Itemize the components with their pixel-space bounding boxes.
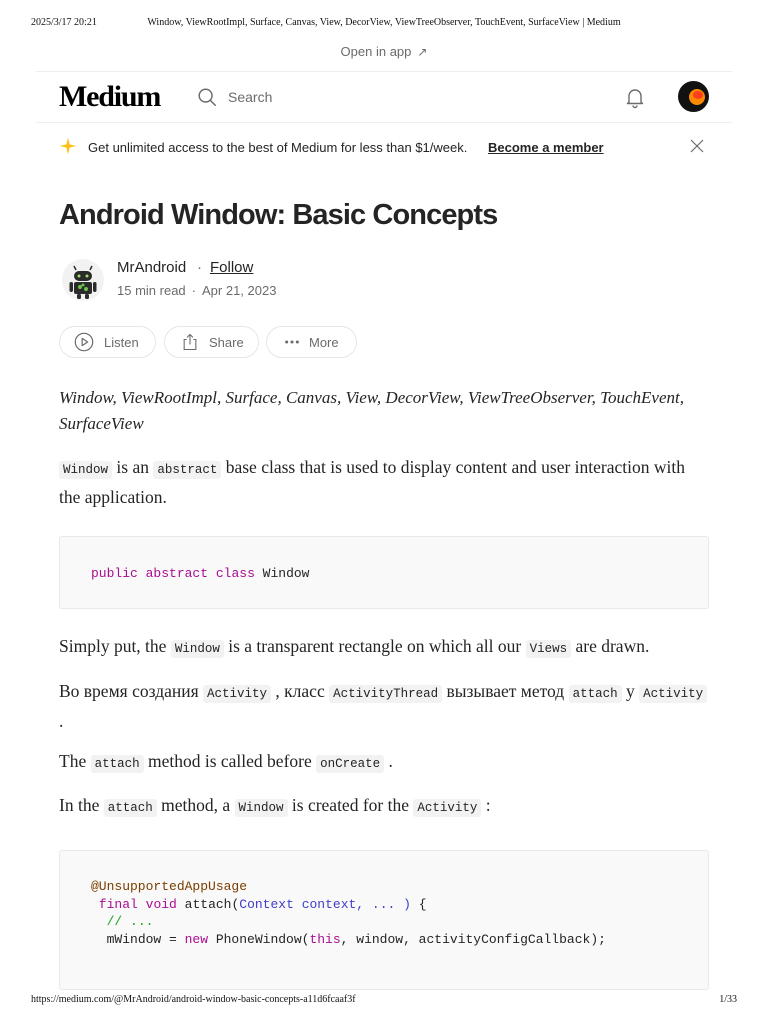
code-punct: { — [410, 896, 427, 912]
search-input[interactable] — [222, 84, 408, 110]
code-keyword: public — [91, 566, 138, 581]
play-icon — [73, 331, 95, 353]
inline-code: ActivityThread — [329, 685, 442, 703]
inline-code: Activity — [413, 799, 481, 817]
open-in-app-label: Open in app — [340, 44, 412, 59]
share-icon — [180, 331, 200, 353]
article-subtitle: Window, ViewRootImpl, Surface, Canvas, View, DecorView, ViewTreeObserver, TouchEvent, SurfaceView — [59, 388, 684, 433]
open-in-app-link[interactable] — [0, 44, 768, 59]
paragraph-text: is an — [112, 457, 154, 477]
medium-logo[interactable]: Medium — [59, 80, 161, 113]
print-url: https://medium.com/@MrAndroid/android-window-basic-concepts-a11d6fcaaf3f — [31, 994, 356, 1005]
paragraph-text: The — [59, 751, 91, 771]
header-divider-bottom — [36, 122, 732, 123]
paragraph-text: . — [384, 751, 393, 771]
paragraph-text: are drawn. — [571, 636, 650, 656]
paragraph-simply-put — [59, 633, 709, 663]
paragraph-text: method, a — [156, 795, 235, 815]
print-page-number: 1/33 — [719, 994, 737, 1005]
code-line — [91, 896, 708, 914]
code-line — [91, 878, 708, 896]
inline-code: Window — [171, 640, 224, 658]
inline-code: Window — [235, 799, 288, 817]
paragraph-text: In the — [59, 795, 104, 815]
code-params: Context context, ... ) — [239, 896, 411, 912]
paragraph-attach-method — [59, 792, 709, 822]
code-block-window-class — [59, 536, 709, 609]
print-date: 2025/3/17 20:21 — [31, 17, 97, 28]
inline-code: Activity — [639, 685, 707, 703]
article-title: Android Window: Basic Concepts — [59, 199, 498, 231]
inline-code: Views — [526, 640, 572, 658]
author-name[interactable]: MrAndroid — [117, 259, 187, 276]
user-avatar[interactable] — [678, 81, 709, 112]
more-label: More — [309, 334, 339, 350]
share-button[interactable] — [164, 326, 259, 358]
meta-separator: · — [191, 283, 196, 298]
code-identifier: PhoneWindow( — [208, 931, 310, 947]
author-separator: · — [197, 259, 202, 276]
paragraph-text: is a transparent rectangle on which all our — [223, 636, 526, 656]
close-icon[interactable] — [688, 137, 706, 155]
code-identifier: attach( — [176, 896, 240, 912]
header-divider-top — [36, 71, 732, 72]
inline-code: attach — [91, 755, 144, 773]
code-block-attach — [59, 850, 709, 990]
paragraph-text: , класс — [271, 681, 330, 701]
code-keyword: void — [145, 896, 177, 912]
more-dots-icon — [284, 334, 300, 350]
code-line — [91, 931, 708, 949]
paragraph-text: base class that is used to display content and user interaction with the application. — [59, 457, 685, 507]
inline-code: Activity — [203, 685, 271, 703]
code-keyword: new — [184, 931, 209, 947]
code-line — [91, 565, 708, 583]
code-line — [91, 913, 708, 931]
code-keyword: abstract — [145, 566, 209, 581]
code-comment: // ... — [106, 914, 154, 929]
listen-label: Listen — [104, 334, 139, 350]
paragraph-activity-thread — [59, 678, 709, 735]
inline-code: attach — [104, 799, 157, 817]
inline-code: abstract — [153, 461, 221, 479]
become-member-link[interactable]: Become a member — [488, 140, 604, 155]
promo-text: Get unlimited access to the best of Medium for less than $1/week. — [88, 140, 468, 155]
article-meta — [117, 283, 276, 298]
paragraph-text: . — [59, 711, 64, 731]
paragraph-text: вызывает метод — [442, 681, 569, 701]
paragraph-text: Simply put, the — [59, 636, 171, 656]
listen-button[interactable] — [59, 326, 156, 358]
author-avatar[interactable] — [62, 259, 104, 301]
inline-code: onCreate — [316, 755, 384, 773]
code-identifier: Window — [254, 566, 310, 581]
more-button[interactable] — [266, 326, 357, 358]
follow-button[interactable]: Follow — [210, 259, 254, 276]
android-robot-icon — [62, 259, 104, 301]
code-keyword: this — [309, 931, 341, 947]
code-identifier: , window, activityConfigCallback); — [340, 931, 606, 947]
share-label: Share — [209, 334, 244, 350]
code-keyword: class — [215, 566, 255, 581]
search-icon[interactable] — [196, 86, 218, 108]
bell-icon[interactable] — [623, 85, 647, 109]
inline-code: attach — [569, 685, 622, 703]
paragraph-attach-before-oncreate — [59, 748, 709, 778]
arrow-up-right-icon: ↗ — [417, 45, 428, 59]
publish-date: Apr 21, 2023 — [202, 283, 277, 298]
paragraph-text: Во время создания — [59, 681, 204, 701]
code-annotation: @UnsupportedAppUsage — [91, 879, 248, 894]
print-page-title: Window, ViewRootImpl, Surface, Canvas, View, DecorView, ViewTreeObserver, TouchEvent, SurfaceView | Medium — [147, 17, 621, 28]
paragraph-text: method is called before — [143, 751, 317, 771]
paragraph-text: у — [621, 681, 640, 701]
paragraph-text: : — [481, 795, 491, 815]
read-time: 15 min read — [117, 283, 186, 298]
paragraph-window-intro — [59, 454, 709, 511]
paragraph-text: is created for the — [287, 795, 414, 815]
sparkle-icon — [59, 137, 77, 155]
inline-code: Window — [59, 461, 112, 479]
code-identifier: mWindow = — [106, 931, 185, 947]
code-keyword: final — [98, 896, 138, 912]
